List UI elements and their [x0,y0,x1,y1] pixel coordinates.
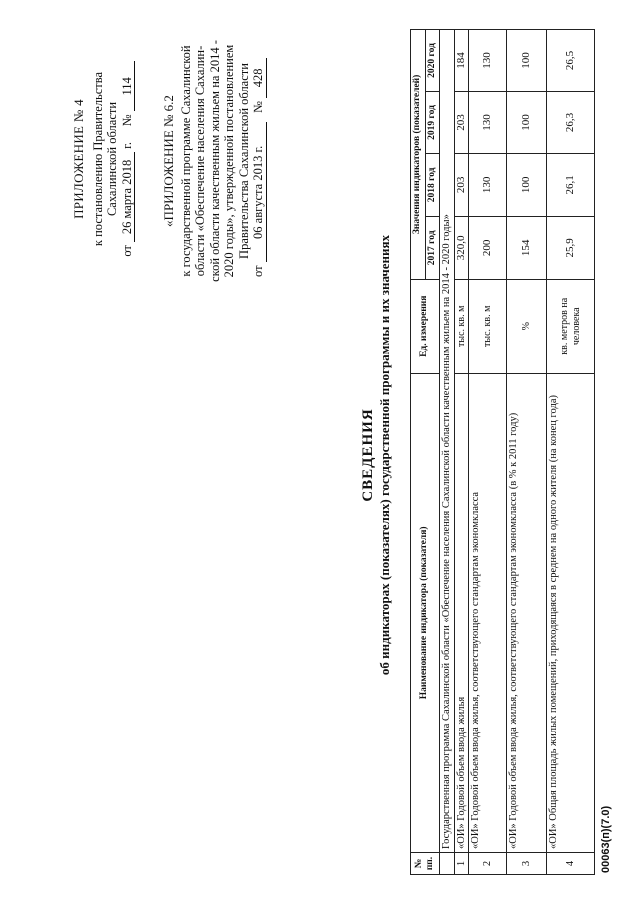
prilozhenie-line-1: к государственной программе Сахалинской [178,45,193,277]
program-row-no [440,853,455,875]
header-year-2020: 2020 год [425,30,440,92]
row-unit: % [507,279,547,373]
prilozhenie-line-2: области «Обеспечение населения Сахалин- [193,45,207,277]
table-row [507,30,547,875]
appendix-line-1: к постановлению Правительства [90,71,105,247]
prilozhenie-number: 428 [251,58,267,98]
appendix-date-line [120,49,136,269]
prilozhenie-date: 06 августа 2013 г. [251,122,267,262]
indicators-table [410,29,595,875]
row-unit: тыс. кв. м [469,279,507,373]
row-name: «ОИ» Годовой объем ввода жилья [454,373,469,852]
row-no: 3 [507,853,547,875]
prilozhenie-no-label: № [251,101,265,113]
row-no: 2 [469,853,507,875]
row-value-2020: 184 [454,30,469,92]
appendix-line-2: Сахалинской области [105,101,119,217]
heading-block [360,215,392,695]
row-value-2019: 100 [507,91,547,153]
prilozhenie-line-5: Правительства Сахалинской области [236,63,251,259]
row-no: 1 [454,853,469,875]
row-value-2017: 154 [507,216,547,279]
row-no: 4 [547,853,595,875]
row-value-2018: 130 [469,153,507,216]
table-row [469,30,507,875]
table-row [547,30,595,875]
header-year-2018: 2018 год [425,153,440,216]
row-unit: тыс. кв. м [454,279,469,373]
header-year-2019: 2019 год [425,91,440,153]
prilozhenie-from-label: от [251,265,265,277]
row-name: «ОИ» Годовой объем ввода жилья, соответствующего стандартам экономкласса [469,373,507,852]
row-value-2020: 130 [469,30,507,92]
table-program-row [440,30,455,875]
program-row-text: Государственная программа Сахалинской области «Обеспечение населения Сахалинской области качественным жильем на 2014 - 2020 годы» [440,30,455,853]
table-row [454,30,469,875]
header-unit: Ед. измерения [411,279,440,373]
appendix-title: ПРИЛОЖЕНИЕ № 4 [71,99,86,219]
row-value-2017: 25,9 [547,216,595,279]
heading-title: СВЕДЕНИЯ [360,408,376,502]
row-value-2018: 26,1 [547,153,595,216]
row-unit: кв. метров на человека [547,279,595,373]
row-value-2019: 130 [469,91,507,153]
prilozhenie-line-3: ской области качественным жильем на 2014 - [207,40,222,282]
prilozhenie-block [162,7,267,315]
appendix-from-label: от [119,245,134,257]
row-value-2017: 200 [469,216,507,279]
appendix-no-label: № [119,114,134,127]
appendix-block [72,49,135,269]
header-name: Наименование индикатора (показателя) [411,373,440,852]
row-value-2018: 100 [507,153,547,216]
row-value-2020: 100 [507,30,547,92]
appendix-number: 114 [120,61,136,111]
row-name: «ОИ» Общая площадь жилых помещений, приходящаяся в среднем на одного жителя (на конец года) [547,373,595,852]
header-no: № пп. [411,853,440,875]
header-year-2017: 2017 год [425,216,440,279]
row-value-2018: 203 [454,153,469,216]
prilozhenie-title: «ПРИЛОЖЕНИЕ № 6.2 [161,95,176,227]
prilozhenie-date-line [251,7,267,315]
appendix-date: 26 марта 2018 [120,152,136,242]
row-value-2019: 26,3 [547,91,595,153]
row-value-2017: 320,0 [454,216,469,279]
row-name: «ОИ» Годовой объем ввода жилья, соответствующего стандартам экономкласса (в % к 2011 году) [507,373,547,852]
table-header-row [411,30,426,875]
heading-subtitle: об индикаторах (показателях) государственной программы и их значениях [377,234,392,676]
header-values: Значения индикаторов (показателей) [411,30,426,280]
row-value-2020: 26,5 [547,30,595,92]
document-code: 00063(п)(7.0) [600,805,612,873]
prilozhenie-line-4: 2020 годы», утвержденной постановлением [222,44,236,278]
appendix-year-suffix: г. [119,142,134,149]
row-value-2019: 203 [454,91,469,153]
